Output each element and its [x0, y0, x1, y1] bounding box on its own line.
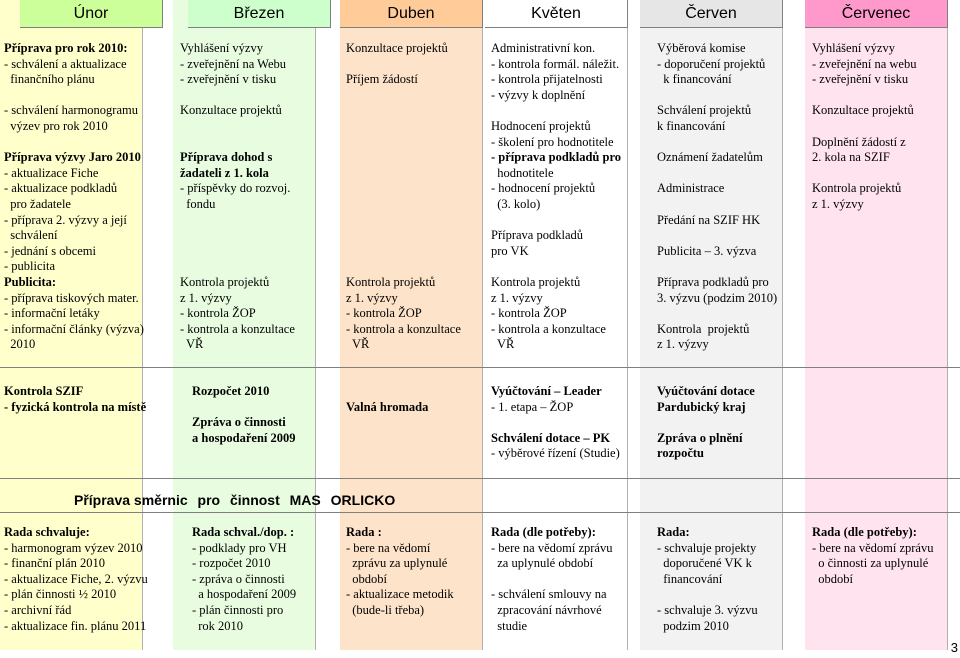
divider-section-1: [0, 367, 960, 368]
cell-line: - schvaluje projekty: [657, 540, 757, 555]
cell-line: rok 2010: [192, 618, 244, 633]
cell-line: [4, 135, 172, 151]
cell-line: o činnosti za uplynulé: [812, 556, 929, 571]
cell-line: - bere na vědomí zprávu: [491, 540, 613, 555]
cell-line: - schválení harmonogramu: [4, 103, 138, 118]
cell-line: [346, 166, 484, 182]
section2-col5: [657, 384, 755, 462]
cell-line: [346, 150, 484, 166]
cell-line: [491, 103, 637, 119]
cell-line: [346, 228, 484, 244]
cell-line: - bere na vědomí zprávu: [812, 540, 934, 555]
section3-col5: [657, 525, 758, 634]
cell-line: výzev pro rok 2010: [4, 118, 108, 133]
cell-line: - informační články (výzva): [4, 321, 144, 336]
cell-line: zprávu za uplynulé: [346, 556, 448, 571]
cell-line: Kontrola projektů: [346, 274, 436, 289]
section1-col3: [346, 41, 484, 353]
cell-line: - aktualizace podkladů: [4, 181, 118, 196]
section1-col5: [657, 41, 803, 353]
cell-line: [180, 88, 338, 104]
cell-line: [180, 135, 338, 151]
cell-line: Vyhlášení výzvy: [812, 41, 895, 55]
cell-line: [491, 415, 620, 431]
cell-line: (3. kolo): [491, 196, 541, 211]
cell-line: Konzultace projektů: [180, 103, 282, 118]
cell-line: [346, 135, 484, 151]
month-header-4: Květen: [485, 0, 628, 28]
month-header-2: Březen: [188, 0, 331, 28]
cell-line: [657, 587, 758, 603]
cell-line: - zveřejnění v tisku: [180, 72, 277, 87]
section2-col3: [346, 384, 428, 415]
cell-line: [657, 415, 755, 431]
cell-line: Administrativní kon.: [491, 41, 596, 55]
cell-line: Oznámení žadatelům: [657, 150, 763, 165]
cell-line: - kontrola formál. náležit.: [491, 56, 620, 71]
cell-line: [346, 57, 484, 73]
cell-line: [346, 244, 484, 260]
cell-line: Vyúčtování – Leader: [491, 384, 602, 398]
cell-line: Příprava výzvy Jaro 2010: [4, 150, 141, 165]
cell-line: Rada schval./dop. :: [192, 525, 295, 539]
cell-line: VŘ: [491, 337, 515, 352]
title-word-4: MAS: [289, 492, 321, 508]
cell-line: - hodnocení projektů: [491, 181, 596, 196]
month-header-1: Únor: [20, 0, 163, 28]
section3-col1: [4, 525, 148, 634]
cell-line: [812, 166, 958, 182]
section2-col4: [491, 384, 620, 462]
cell-line: [346, 119, 484, 135]
cell-line: [657, 306, 803, 322]
cell-line: - zpráva o činnosti: [192, 571, 285, 586]
cell-line: zpracování návrhové: [491, 602, 602, 617]
cell-line: - zveřejnění na Webu: [180, 56, 287, 71]
cell-line: - kontrola ŽOP: [491, 306, 567, 321]
section-title-smernice: [74, 492, 401, 508]
cell-line: [491, 259, 637, 275]
section2-col1: [4, 384, 146, 415]
cell-line: - kontrola a konzultace: [180, 321, 295, 336]
cell-line: období: [812, 571, 853, 586]
month-header-3: Duben: [340, 0, 483, 28]
cell-line: doporučené VK k: [657, 556, 752, 571]
cell-line: Kontrola projektů: [491, 274, 581, 289]
cell-line: podzim 2010: [657, 618, 729, 633]
cell-line: - kontrola ŽOP: [180, 306, 256, 321]
cell-line: studie: [491, 618, 528, 633]
cell-line: - podklady pro VH: [192, 540, 287, 555]
divider-section-3: [0, 512, 960, 513]
cell-line: [491, 572, 612, 588]
cell-line: - příspěvky do rozvoj.: [180, 181, 291, 196]
cell-line: - fyzická kontrola na místě: [4, 399, 147, 414]
cell-line: 2. kola na SZIF: [812, 150, 890, 165]
cell-line: - schválení smlouvy na: [491, 587, 607, 602]
cell-line: - harmonogram výzev 2010: [4, 540, 143, 555]
title-word-2: pro: [197, 492, 221, 508]
cell-line: [180, 259, 338, 275]
cell-line: [4, 88, 172, 104]
cell-line: Rada (dle potřeby):: [812, 525, 917, 539]
cell-line: hodnotitele: [491, 165, 554, 180]
cell-line: Rada:: [657, 525, 690, 539]
cell-line: - aktualizace metodik: [346, 587, 454, 602]
cell-line: - jednání s obcemi: [4, 243, 96, 258]
cell-line: - kontrola ŽOP: [346, 306, 422, 321]
cell-line: - kontrola a konzultace: [346, 321, 461, 336]
title-word-5: ORLICKO: [330, 492, 396, 508]
cell-line: Schválení projektů: [657, 103, 752, 118]
cell-line: financování: [657, 571, 723, 586]
divider-section-2: [0, 478, 960, 479]
cell-line: Kontrola projektů: [180, 274, 270, 289]
cell-line: Vyúčtování dotace: [657, 384, 755, 398]
cell-line: - finanční plán 2010: [4, 556, 106, 571]
cell-line: [657, 166, 803, 182]
cell-line: žadateli z 1. kola: [180, 165, 269, 180]
cell-line: [180, 213, 338, 229]
cell-line: - aktualizace fin. plánu 2011: [4, 618, 147, 633]
cell-line: - doporučení projektů: [657, 56, 766, 71]
cell-line: finančního plánu: [4, 72, 95, 87]
cell-line: - příprava podkladů pro: [491, 150, 622, 165]
cell-line: 2010: [4, 337, 36, 352]
cell-line: Rada (dle potřeby):: [491, 525, 596, 539]
cell-line: z 1. výzvy: [812, 196, 864, 211]
section3-col2: [192, 525, 296, 634]
cell-line: schválení: [4, 228, 58, 243]
section1-col4: [491, 41, 637, 353]
cell-line: Hodnocení projektů: [491, 118, 591, 133]
cell-line: - školení pro hodnotitele: [491, 134, 614, 149]
cell-line: Administrace: [657, 181, 725, 196]
cell-line: období: [346, 571, 387, 586]
cell-line: k financování: [657, 72, 732, 87]
cell-line: Příprava podkladů pro: [657, 274, 769, 289]
cell-line: Předání na SZIF HK: [657, 212, 761, 227]
cell-line: [657, 259, 803, 275]
cell-line: [180, 244, 338, 260]
cell-line: [346, 213, 484, 229]
cell-line: - rozpočet 2010: [192, 556, 271, 571]
cell-line: [491, 213, 637, 229]
cell-line: - 1. etapa – ŽOP: [491, 399, 574, 414]
cell-line: Rada schvaluje:: [4, 525, 90, 539]
cell-line: [812, 88, 958, 104]
cell-line: Publicita – 3. výzva: [657, 243, 757, 258]
cell-line: [180, 119, 338, 135]
section1-col2: [180, 41, 338, 353]
cell-line: Zpráva o plnění: [657, 430, 743, 445]
section3-col4: [491, 525, 612, 634]
cell-line: fondu: [180, 196, 216, 211]
section3-col3: [346, 525, 454, 619]
cell-line: - aktualizace Fiche, 2. výzvu: [4, 571, 148, 586]
cell-line: [657, 135, 803, 151]
cell-line: [657, 88, 803, 104]
section3-col6: [812, 525, 933, 587]
month-header-5: Červen: [640, 0, 783, 28]
cell-line: Rozpočet 2010: [192, 384, 270, 398]
cell-line: rozpočtu: [657, 446, 704, 461]
cell-line: - aktualizace Fiche: [4, 165, 99, 180]
cell-line: - archivní řád: [4, 602, 72, 617]
cell-line: VŘ: [180, 337, 204, 352]
cell-line: VŘ: [346, 337, 370, 352]
cell-line: Zpráva o činnosti: [192, 415, 286, 430]
cell-line: pro VK: [491, 243, 529, 258]
section2-col2: [192, 384, 296, 446]
section1-col1: [4, 41, 172, 353]
cell-line: za uplynulé období: [491, 556, 594, 571]
cell-line: Příprava dohod s: [180, 150, 273, 165]
cell-line: z 1. výzvy: [657, 337, 709, 352]
section1-col6: [812, 41, 958, 213]
cell-line: - schvaluje 3. výzvu: [657, 602, 758, 617]
cell-line: [346, 103, 484, 119]
cell-line: [180, 228, 338, 244]
cell-line: - zveřejnění v tisku: [812, 72, 909, 87]
page-number: 3: [950, 640, 958, 655]
cell-line: - kontrola přijatelnosti: [491, 72, 603, 87]
cell-line: Vyhlášení výzvy: [180, 41, 263, 55]
cell-line: [346, 181, 484, 197]
month-header-6: Červenec: [805, 0, 948, 28]
cell-line: k financování: [657, 118, 726, 133]
cell-line: Výběrová komise: [657, 41, 746, 55]
cell-line: z 1. výzvy: [346, 290, 398, 305]
cell-line: [192, 400, 296, 416]
cell-line: z 1. výzvy: [491, 290, 543, 305]
cell-line: - bere na vědomí: [346, 540, 431, 555]
cell-line: Příprava pro rok 2010:: [4, 41, 128, 55]
cell-line: [657, 197, 803, 213]
cell-line: [657, 228, 803, 244]
cell-line: Kontrola SZIF: [4, 384, 84, 398]
cell-line: pro žadatele: [4, 196, 71, 211]
cell-line: Schválení dotace – PK: [491, 430, 611, 445]
cell-line: Konzultace projektů: [346, 41, 448, 55]
title-word-1: Příprava směrnic: [74, 492, 188, 508]
cell-line: Konzultace projektů: [812, 103, 914, 118]
cell-line: (bude-li třeba): [346, 602, 425, 617]
cell-line: z 1. výzvy: [180, 290, 232, 305]
cell-line: Valná hromada: [346, 399, 429, 414]
cell-line: - příprava tiskových mater.: [4, 290, 139, 305]
cell-line: Příjem žádostí: [346, 72, 418, 87]
cell-line: - plán činnosti pro: [192, 602, 284, 617]
cell-line: - příprava 2. výzvy a její: [4, 212, 127, 227]
cell-line: Rada :: [346, 525, 382, 539]
cell-line: Kontrola projektů: [657, 321, 750, 336]
cell-line: a hospodaření 2009: [192, 430, 296, 445]
cell-line: - zveřejnění na webu: [812, 56, 917, 71]
cell-line: - výzvy k doplnění: [491, 87, 586, 102]
cell-line: - schválení a aktualizace: [4, 56, 127, 71]
cell-line: [346, 88, 484, 104]
cell-line: Doplnění žádostí z: [812, 134, 906, 149]
cell-line: Kontrola projektů: [812, 181, 902, 196]
cell-line: Pardubický kraj: [657, 399, 746, 414]
cell-line: - plán činnosti ½ 2010: [4, 587, 117, 602]
cell-line: - kontrola a konzultace: [491, 321, 606, 336]
cell-line: Publicita:: [4, 274, 57, 289]
cell-line: Příprava podkladů: [491, 228, 583, 243]
cell-line: [346, 259, 484, 275]
cell-line: - publicita: [4, 259, 56, 274]
title-word-3: činnost: [229, 492, 280, 508]
cell-line: [346, 197, 484, 213]
cell-line: [346, 384, 428, 400]
cell-line: a hospodaření 2009: [192, 587, 297, 602]
cell-line: 3. výzvu (podzim 2010): [657, 290, 778, 305]
cell-line: - výběrové řízení (Studie): [491, 446, 620, 461]
cell-line: - informační letáky: [4, 306, 100, 321]
cell-line: [812, 119, 958, 135]
